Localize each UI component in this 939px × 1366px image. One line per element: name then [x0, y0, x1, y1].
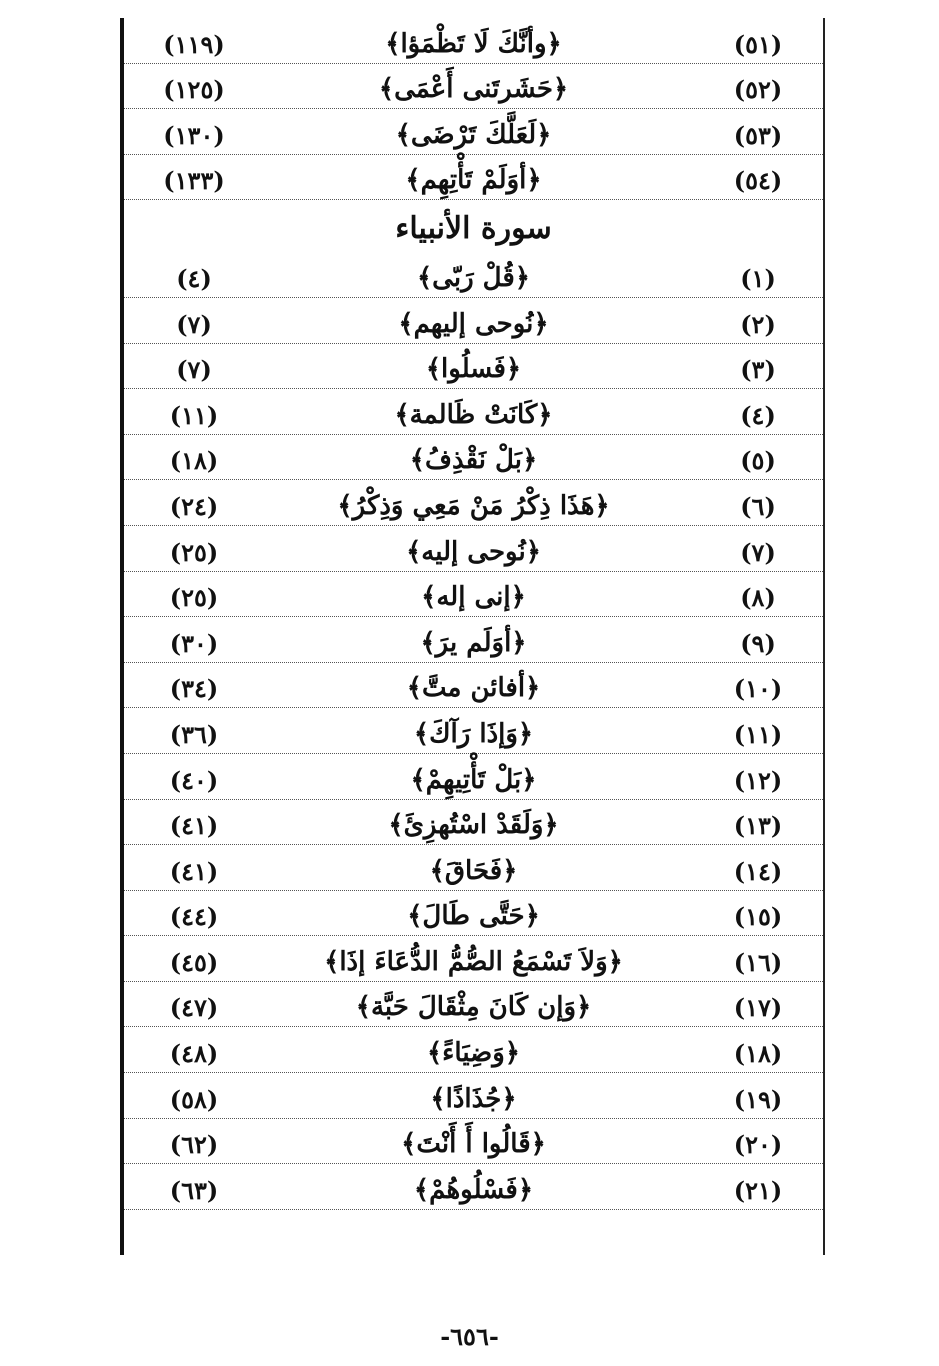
- page-number: -٦٥٦-: [440, 1322, 499, 1351]
- entry-number: (١٤): [733, 856, 783, 886]
- entry-number: (٨): [740, 583, 776, 613]
- verse-reference: (٥٨): [169, 1084, 219, 1114]
- quran-phrase: ﴿هَذَا ذِكْرُ مَنْ مَعِي وَذِكْرُ﴾: [337, 490, 610, 521]
- quran-phrase: ﴿قُلْ رَبّى﴾: [416, 262, 531, 293]
- quran-phrase: ﴿نُوحى إليه﴾: [406, 536, 541, 567]
- entry-number: (٤): [740, 400, 776, 430]
- verse-reference: (٤١): [169, 856, 219, 886]
- table-row: [124, 708, 823, 754]
- entry-number: (٥): [740, 446, 776, 476]
- page-frame: [120, 18, 825, 1255]
- quran-phrase: ﴿وأنَّكَ لَا تَظْمَؤا﴾: [385, 28, 562, 59]
- entry-number: (١٧): [733, 993, 783, 1023]
- quran-phrase: ﴿أوَلَم يرَ﴾: [420, 627, 527, 658]
- entry-number: (١٢): [733, 765, 783, 795]
- quran-phrase: ﴿قَالُوا أَ أَنْتَ﴾: [401, 1129, 546, 1160]
- verse-reference: (٦٢): [169, 1130, 219, 1160]
- table-row: [124, 109, 823, 155]
- surah-heading-row: [124, 200, 823, 252]
- quran-phrase: ﴿حَتَّى طَالَ﴾: [407, 901, 540, 932]
- table-row: [124, 1073, 823, 1119]
- table-row: [124, 663, 823, 709]
- verse-reference: (٤٥): [169, 947, 219, 977]
- table-row: [124, 252, 823, 298]
- quran-phrase: ﴿أفائن متَّ﴾: [406, 673, 541, 704]
- entry-number: (١٦): [733, 947, 783, 977]
- verse-reference: (٧): [176, 355, 212, 385]
- table-row: [124, 155, 823, 201]
- table-row: [124, 480, 823, 526]
- quran-phrase: ﴿بَلْ نَقْذِفُ﴾: [409, 445, 538, 476]
- table-row: [124, 344, 823, 390]
- entry-number: (٦): [740, 491, 776, 521]
- entry-number: (١٠): [733, 674, 783, 704]
- entry-number: (١): [740, 263, 776, 293]
- verse-reference: (٣٤): [169, 674, 219, 704]
- table-row: [124, 1119, 823, 1165]
- table-row: [124, 389, 823, 435]
- surah-title: سورة الأنبياء: [395, 211, 552, 247]
- table-row: [124, 526, 823, 572]
- quran-phrase: ﴿وَإذَا رَآكَ﴾: [413, 718, 534, 749]
- entry-number: (٥٢): [733, 75, 783, 105]
- quran-phrase: ﴿وَإن كَانَ مِثْقَالَ حَبَّة﴾: [355, 992, 592, 1023]
- quran-phrase: ﴿لَعَلَّكَ تَرْضَى﴾: [395, 119, 552, 150]
- quran-phrase: ﴿بَلْ تَأْتِيهِمْ﴾: [410, 764, 537, 795]
- verse-reference: (٢٤): [169, 491, 219, 521]
- verse-reference: (٤١): [169, 811, 219, 841]
- entry-number: (٣): [740, 355, 776, 385]
- quran-phrase: ﴿فَحَاقَ﴾: [429, 855, 518, 886]
- verse-reference: (١٢٥): [163, 75, 225, 105]
- verse-reference: (٧): [176, 309, 212, 339]
- verse-reference: (١٣٣): [163, 166, 225, 196]
- quran-phrase: ﴿جُذَاذًا﴾: [430, 1083, 517, 1114]
- verse-reference: (٤٠): [169, 765, 219, 795]
- verse-reference: (٤٤): [169, 902, 219, 932]
- table-row: [124, 754, 823, 800]
- table-row: [124, 1027, 823, 1073]
- table-row: [124, 64, 823, 110]
- entry-number: (٧): [740, 537, 776, 567]
- quran-phrase: ﴿وَضِيَاءً﴾: [426, 1038, 521, 1069]
- verse-reference: (١٣٠): [163, 120, 225, 150]
- verse-reference: (١١٩): [163, 29, 225, 59]
- entry-number: (٥٤): [733, 166, 783, 196]
- table-row: [124, 572, 823, 618]
- table-row: [124, 891, 823, 937]
- verse-reference: (١٨): [169, 446, 219, 476]
- table-row: [124, 1164, 823, 1210]
- entry-number: (٩): [740, 628, 776, 658]
- table-row: [124, 845, 823, 891]
- entry-number: (١٣): [733, 811, 783, 841]
- verse-reference: (٢٥): [169, 537, 219, 567]
- table-row: [124, 617, 823, 663]
- index-table: [124, 18, 823, 1210]
- quran-phrase: ﴿حَشَرتَنى أَعْمَى﴾: [378, 74, 569, 105]
- entry-number: (١٩): [733, 1084, 783, 1114]
- table-row: [124, 18, 823, 64]
- quran-phrase: ﴿كَانَتْ ظَالمة﴾: [394, 399, 553, 430]
- quran-phrase: ﴿فَسلُوا﴾: [425, 354, 522, 385]
- table-row: [124, 982, 823, 1028]
- quran-phrase: ﴿وَلَقَدْ اسْتُهزِئَ﴾: [388, 810, 559, 841]
- verse-reference: (٣٦): [169, 719, 219, 749]
- quran-phrase: ﴿نُوحى إليهم﴾: [398, 308, 549, 339]
- entry-number: (٢): [740, 309, 776, 339]
- quran-phrase: ﴿إنى إله﴾: [421, 582, 526, 613]
- verse-reference: (٤٧): [169, 993, 219, 1023]
- entry-number: (١٨): [733, 1039, 783, 1069]
- verse-reference: (٢٥): [169, 583, 219, 613]
- verse-reference: (٦٣): [169, 1175, 219, 1205]
- verse-reference: (١١): [169, 400, 219, 430]
- quran-phrase: ﴿وَلاَ تَسْمَعُ الصُّمُّ الدُّعَاءَ إذَا﴾: [324, 946, 623, 977]
- entry-number: (١١): [733, 719, 783, 749]
- right-border-rule: [823, 18, 825, 1255]
- verse-reference: (٣٠): [169, 628, 219, 658]
- table-row: [124, 298, 823, 344]
- entry-number: (٥١): [733, 29, 783, 59]
- table-row: [124, 800, 823, 846]
- entry-number: (٥٣): [733, 120, 783, 150]
- verse-reference: (٤): [176, 263, 212, 293]
- entry-number: (٢٠): [733, 1130, 783, 1160]
- table-row: [124, 936, 823, 982]
- table-row: [124, 435, 823, 481]
- quran-phrase: ﴿فَسْلُوهُمْ﴾: [413, 1174, 534, 1205]
- quran-phrase: ﴿أوَلَمْ تَأْتِهِم﴾: [405, 165, 542, 196]
- verse-reference: (٤٨): [169, 1039, 219, 1069]
- entry-number: (١٥): [733, 902, 783, 932]
- entry-number: (٢١): [733, 1175, 783, 1205]
